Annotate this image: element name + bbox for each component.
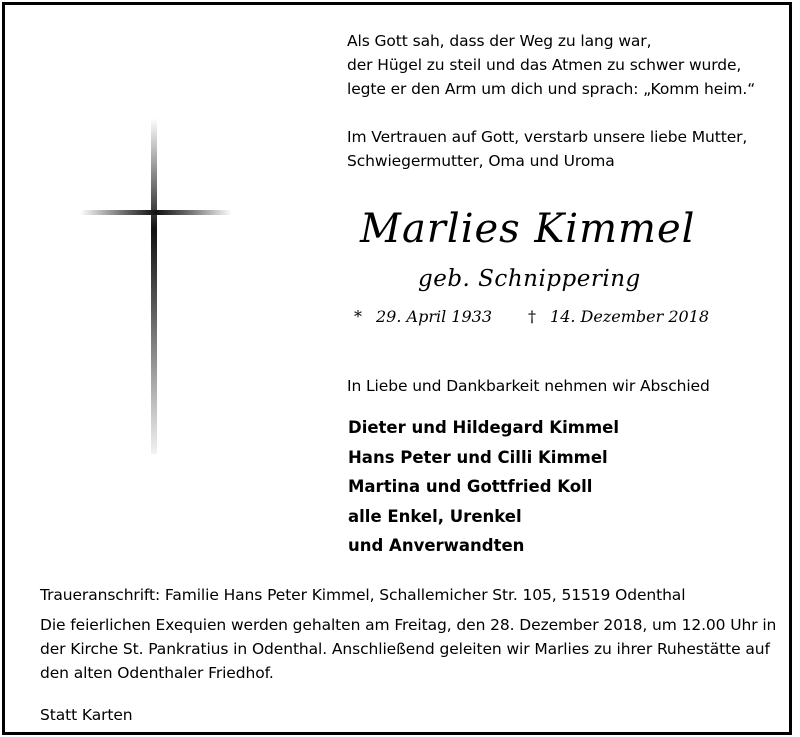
intro-text [347,125,747,173]
family-member: und Anverwandten [348,536,525,555]
closing-note: Statt Karten [40,706,133,724]
birth-date: 29. April 1933 [376,307,493,326]
cross-vertical-beam [151,118,157,454]
intro-line: Im Vertrauen auf Gott, verstarb unsere liebe Mutter, [347,128,748,146]
family-list [348,413,619,561]
death-date: 14. Dezember 2018 [550,307,710,326]
farewell-text: In Liebe und Dankbarkeit nehmen wir Abschied [347,377,710,395]
poem-line: legte er den Arm um dich und sprach: „Komm heim.“ [347,80,756,98]
birth-symbol: * [354,307,362,326]
funeral-info-line: den alten Odenthaler Friedhof. [40,664,274,682]
family-member: Dieter und Hildegard Kimmel [348,418,619,437]
family-member: Hans Peter und Cilli Kimmel [348,447,608,467]
poem-line: der Hügel zu steil und das Atmen zu schwer wurde, [347,56,742,74]
life-dates [354,307,709,326]
family-member: alle Enkel, Urenkel [348,506,522,526]
cross-horizontal-beam [80,210,232,215]
poem-line: Als Gott sah, dass der Weg zu lang war, [347,32,652,50]
funeral-info-line: der Kirche St. Pankratius in Odenthal. Anschließend geleiten wir Marlies zu ihrer Ruhestätte auf [40,640,770,658]
birth-name: geb. Schnippering [418,266,641,292]
poem [347,29,755,101]
deceased-name: Marlies Kimmel [360,206,696,252]
funeral-info [40,613,777,685]
mourning-address: Traueranschrift: Familie Hans Peter Kimmel, Schallemicher Str. 105, 51519 Odenthal [40,586,686,604]
cross-icon [80,118,232,454]
intro-line: Schwiegermutter, Oma und Uroma [347,152,615,170]
funeral-info-line: Die feierlichen Exequien werden gehalten am Freitag, den 28. Dezember 2018, um 12.00 Uhr in [40,616,777,634]
death-symbol: † [528,307,537,326]
family-member: Martina und Gottfried Koll [348,477,593,496]
